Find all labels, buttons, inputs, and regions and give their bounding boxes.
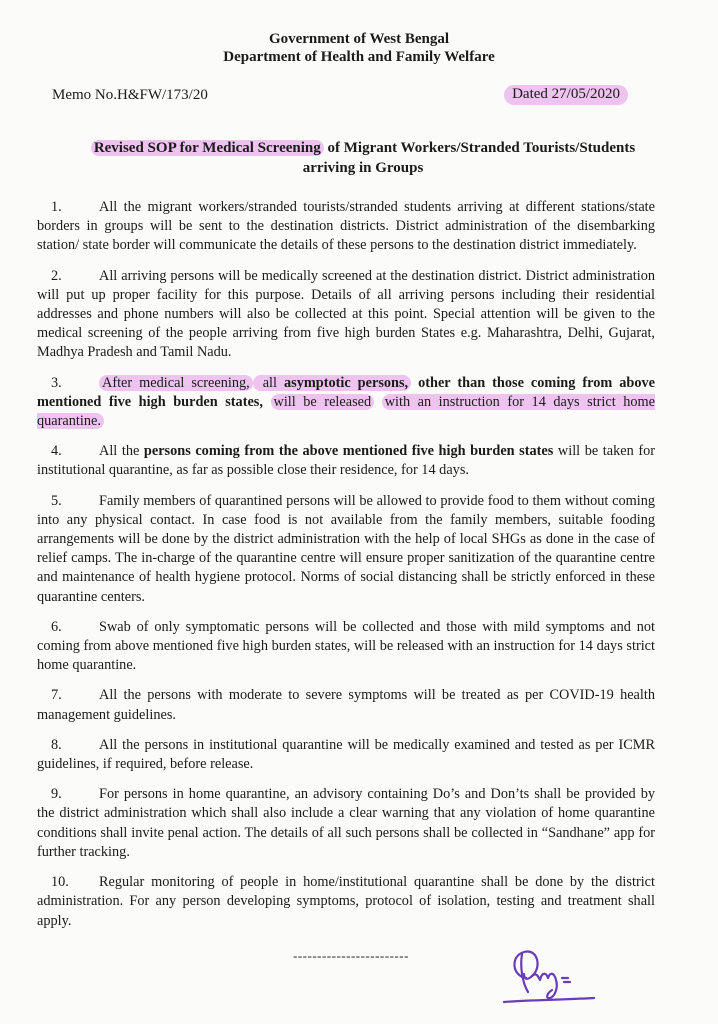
paragraph-number: 1.: [51, 199, 62, 215]
paragraph-5: [37, 492, 655, 607]
paragraph-text: All the persons in institutional quarantine will be medically examined and tested as per ICMR guidelines, if required, before release.: [37, 736, 655, 773]
paragraph-number: 10.: [51, 874, 69, 891]
government-name: Government of West Bengal: [268, 31, 450, 47]
memo-number: Memo No.H&FW/173/20: [52, 87, 208, 103]
bold-text: persons coming from the above mentioned five high burden states: [143, 443, 554, 460]
document-body: [37, 198, 655, 942]
bold-text: asymptotic persons,: [283, 374, 409, 391]
paragraph-number: 3.: [51, 374, 62, 391]
paragraph-2: [37, 267, 655, 363]
paragraph-4: [37, 442, 655, 480]
title-rest: of Migrant Workers/Stranded Tourists/Students: [323, 140, 636, 156]
paragraph-text: Regular monitoring of people in home/institutional quarantine shall be done by the district administration. For any person developing symptoms, protocol of isolation, testing and treatment shall apply.: [37, 874, 655, 929]
paragraph-number: 4.: [51, 443, 62, 460]
text-run: will be taken for institutional quarantine, as far as possible close their residence, for 14 days.: [37, 443, 655, 479]
paragraph-3: [37, 374, 655, 432]
paragraph-text: All the migrant workers/stranded tourists/stranded students arriving at different stations/state borders in groups will be sent to the destination districts. District administration of the disembarking station/ state border will communicate the details of these persons to the destination district immediately.: [37, 199, 655, 254]
document-title: [58, 138, 668, 178]
paragraph-number: 9.: [51, 786, 62, 803]
highlighted-text: [253, 375, 411, 391]
letterhead: [0, 30, 718, 66]
paragraph-number: 8.: [51, 736, 62, 753]
paragraph-8: [37, 736, 655, 774]
paragraph-text: All arriving persons will be medically screened at the destination district. District administration will put up proper facility for this purpose. Details of all arriving persons including their residential addresses and phone numbers will also be collected at this point. Special attention will be given to the medical screening of the people arriving from five high burden States e.g. Maharashtra, Delhi, Gujarat, Madhya Pradesh and Tamil Nadu.: [37, 267, 655, 361]
paragraph-10: [37, 873, 655, 931]
signature: [498, 938, 598, 1006]
paragraph-1: [37, 198, 655, 256]
paragraph-number: 7.: [51, 687, 62, 704]
paragraph-text: For persons in home quarantine, an advisory containing Do’s and Don’ts shall be provided by the district administration which shall also include a clear warning that any violation of home quarantine conditions shall invite penal action. The details of all such persons shall be collected in “Sandhane” app for further tracking.: [37, 786, 655, 860]
separator-line: ------------------------: [293, 948, 409, 963]
paragraph-number: 5.: [51, 492, 62, 509]
memo-date: Dated 27/05/2020: [504, 85, 628, 105]
title-line2: arriving in Groups: [302, 160, 424, 176]
text-run: all: [255, 374, 284, 391]
highlighted-text: After medical screening,: [99, 375, 253, 391]
paragraph-number: 6.: [51, 618, 62, 635]
paragraph-9: [37, 785, 655, 862]
paragraph-text: All the persons with moderate to severe symptoms will be treated as per COVID-19 health management guidelines.: [37, 687, 655, 723]
paragraph-number: 2.: [51, 267, 62, 284]
highlighted-text: with an instruction for 14 days strict home quarantine.: [37, 393, 656, 430]
text-run: All the: [99, 443, 144, 460]
title-highlight: Revised SOP for Medical Screening: [91, 140, 324, 156]
paragraph-text: Swab of only symptomatic persons will be collected and those with mild symptoms and not coming from above mentioned five high burden states, will be released with an instruction for 14 days strict home quarantine.: [37, 618, 655, 674]
bold-text: other than those coming from above mentioned five high burden states,: [37, 374, 655, 410]
paragraph-text: Family members of quarantined persons will be allowed to provide food to them without coming into any physical contact. In case food is not available from the family members, suitable fooding arrangements will be done by the district administration with the help of local SHGs as done in the case of relief camps. The in-charge of the quarantine centre will ensure proper sanitization of the quarantine centre and maintenance of health hygiene protocol. Norms of social distancing shall be strictly enforced in these quarantine centers.: [37, 492, 655, 605]
department-name: Department of Health and Family Welfare: [223, 49, 495, 65]
highlighted-text: will be released: [271, 394, 375, 410]
text-run: [263, 394, 271, 410]
paragraph-6: [37, 618, 655, 676]
paragraph-7: [37, 686, 655, 724]
text-run: [374, 394, 382, 410]
